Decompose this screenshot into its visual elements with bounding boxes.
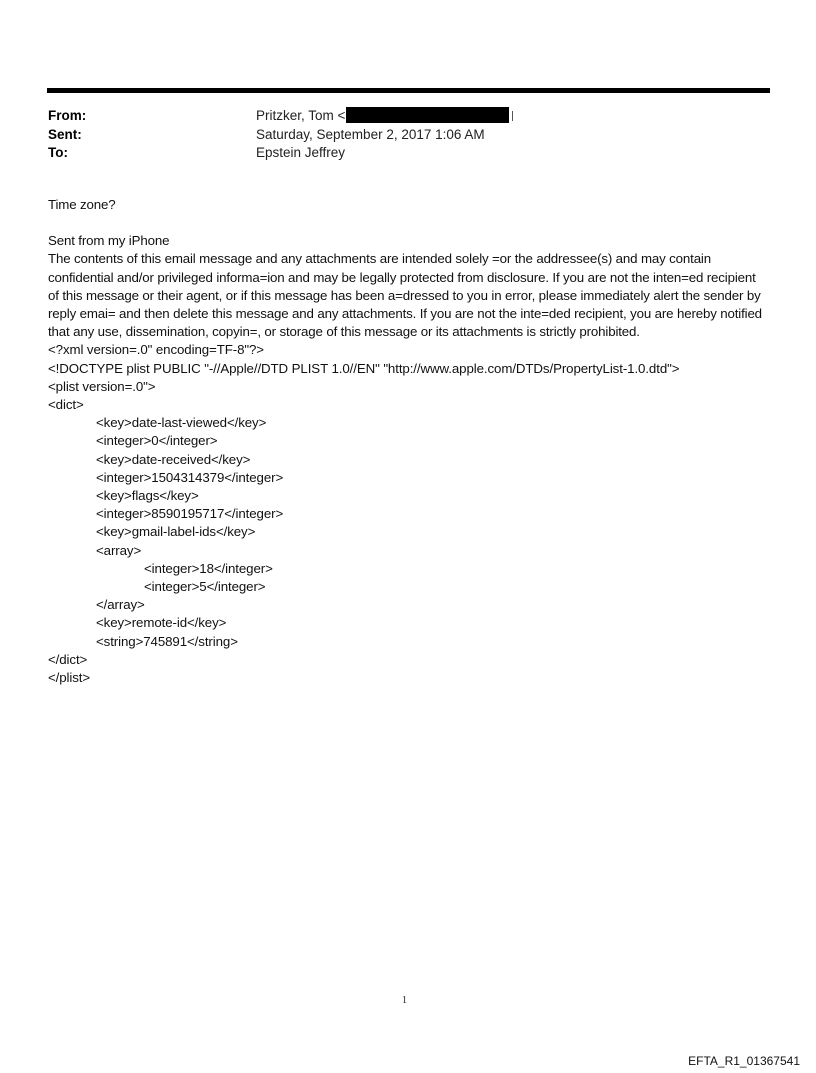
to-label: To: xyxy=(48,145,68,160)
email-body xyxy=(48,196,770,687)
redaction-tail xyxy=(509,111,513,121)
from-sender-name: Pritzker, Tom < xyxy=(256,108,346,123)
xml-line: </array> xyxy=(96,597,145,613)
paragraph-gap xyxy=(48,214,770,232)
xml-line: </dict> xyxy=(48,651,88,667)
sent-label: Sent: xyxy=(48,126,82,142)
xml-line: <key>date-last-viewed</key> xyxy=(96,415,267,431)
disclaimer-paragraph: The contents of this email message and any attachments are intended solely =or the addressee(s) and may contain confidential and/or privileged informa=ion and may be legally protected from disclosure. If you are not the inten=ed recipient of this message or their agent, or if this message has been a=dressed to you in error, please immediately alert the sender by reply emai= and then delete this message and any attachments. If you are not the inte=ded recipient, you are hereby notified that any use, dissemination, copyin=, or storage of this message or its attachments is strictly prohibited. xyxy=(48,251,762,340)
document-id: EFTA_R1_01367541 xyxy=(688,1054,800,1068)
xml-line: <integer>5</integer> xyxy=(144,579,266,595)
from-row xyxy=(48,107,513,126)
xml-line: <plist version=.0"> xyxy=(48,378,156,394)
xml-line: <array> xyxy=(96,542,142,558)
redaction-box xyxy=(346,107,509,123)
from-value xyxy=(256,107,513,126)
xml-line: <dict> xyxy=(48,397,84,413)
xml-line: <integer>0</integer> xyxy=(96,433,218,449)
xml-line: </plist> xyxy=(48,670,91,686)
xml-line: <string>745891</string> xyxy=(96,633,238,649)
to-row xyxy=(48,144,513,163)
from-label: From: xyxy=(48,108,87,123)
page-number: 1 xyxy=(402,995,407,1006)
xml-line: <integer>1504314379</integer> xyxy=(96,469,284,485)
to-value: Epstein Jeffrey xyxy=(256,145,346,160)
sent-value: Saturday, September 2, 2017 1:06 AM xyxy=(256,126,485,142)
xml-line: <key>flags</key> xyxy=(96,488,199,504)
greeting-line: Time zone? xyxy=(48,197,116,212)
xml-line: <key>gmail-label-ids</key> xyxy=(96,524,256,540)
signature-line: Sent from my iPhone xyxy=(48,233,170,249)
xml-plist-block xyxy=(48,341,770,687)
xml-line: <integer>8590195717</integer> xyxy=(96,506,284,522)
header-divider xyxy=(47,88,770,93)
xml-line: <key>date-received</key> xyxy=(96,451,251,467)
xml-line: <key>remote-id</key> xyxy=(96,615,227,631)
email-header xyxy=(48,107,513,163)
sent-row xyxy=(48,126,513,145)
xml-line: <?xml version=.0" encoding=TF-8"?> xyxy=(48,342,264,358)
xml-line: <integer>18</integer> xyxy=(144,560,273,576)
xml-line: <!DOCTYPE plist PUBLIC "-//Apple//DTD PLIST 1.0//EN" "http://www.apple.com/DTDs/PropertyList-1.0.dtd"> xyxy=(48,360,680,376)
